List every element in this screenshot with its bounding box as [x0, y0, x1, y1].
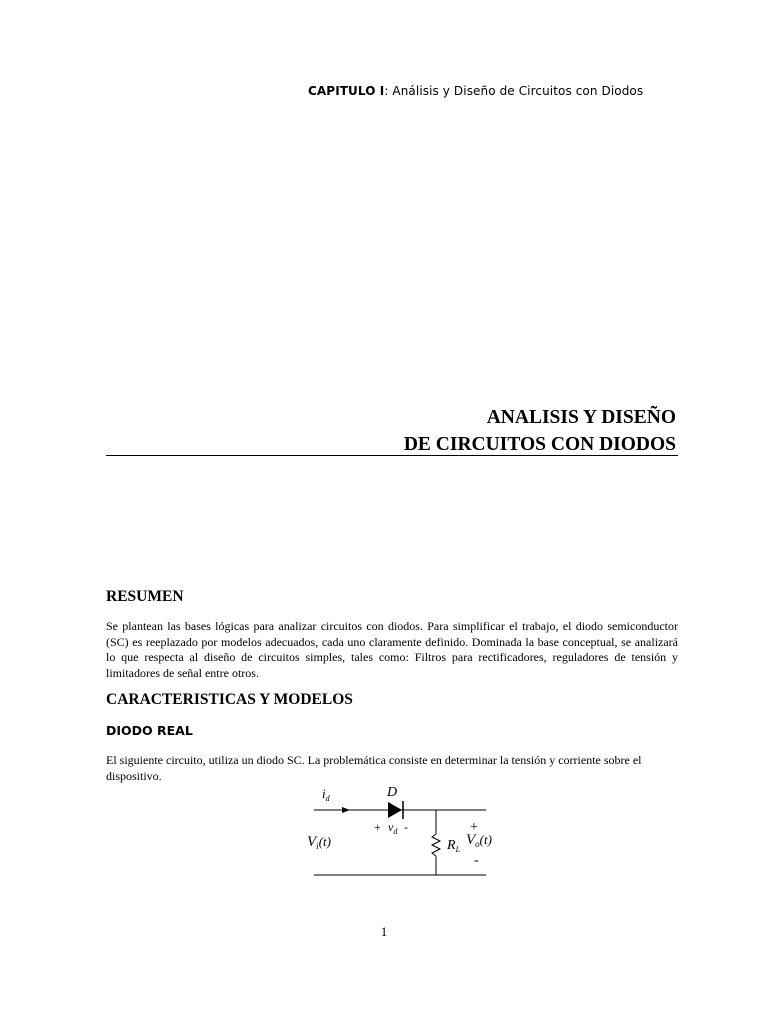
vd-label: $v_d$	[388, 820, 398, 836]
title-divider	[106, 455, 678, 456]
vd-minus: -	[404, 820, 408, 834]
heading-resumen: RESUMEN	[106, 588, 184, 605]
running-header	[308, 84, 643, 98]
page-number: 1	[380, 924, 388, 939]
circuit-diagram	[300, 780, 500, 880]
document-title	[404, 404, 676, 458]
vout-minus: -	[474, 853, 479, 868]
heading-diodo-real: DIODO REAL	[106, 723, 193, 738]
chapter-title: : Análisis y Diseño de Circuitos con Diodos	[384, 84, 644, 98]
current-arrow-icon	[342, 807, 350, 813]
chapter-label: CAPITULO I	[308, 84, 385, 98]
vout-label: $V_o(t)$	[466, 832, 492, 849]
resistor-symbol	[432, 834, 440, 856]
diode-label: D	[387, 785, 398, 800]
title-line-1: ANALISIS Y DISEÑO	[486, 407, 676, 428]
diode-symbol	[388, 802, 402, 818]
vin-label: $V_i(t)$	[307, 834, 331, 851]
vd-plus: +	[374, 820, 381, 834]
paragraph-resumen: Se plantean las bases lógicas para analizar circuitos con diodos. Para simplificar el trabajo, el diodo semiconductor (SC) es reeplazado por modelos adecuados, cada uno claramente definido. Dominada la base conceptual, se analizará lo que respecta al diseño de circuitos simples, tales como: Filtros para rectificadores, reguladores de tensión y limitadores de señal entre otros.	[106, 619, 678, 680]
vout-plus: +	[470, 820, 478, 835]
heading-caracteristicas: CARACTERISTICAS Y MODELOS	[106, 691, 353, 708]
rl-label: $R_L$	[447, 838, 461, 854]
current-label: $i_d$	[322, 786, 330, 803]
title-line-2: DE CIRCUITOS CON DIODOS	[403, 434, 676, 455]
paragraph-diodo-real: El siguiente circuito, utiliza un diodo SC. La problemática consiste en determinar la tensión y corriente sobre el dispositivo.	[106, 753, 642, 783]
